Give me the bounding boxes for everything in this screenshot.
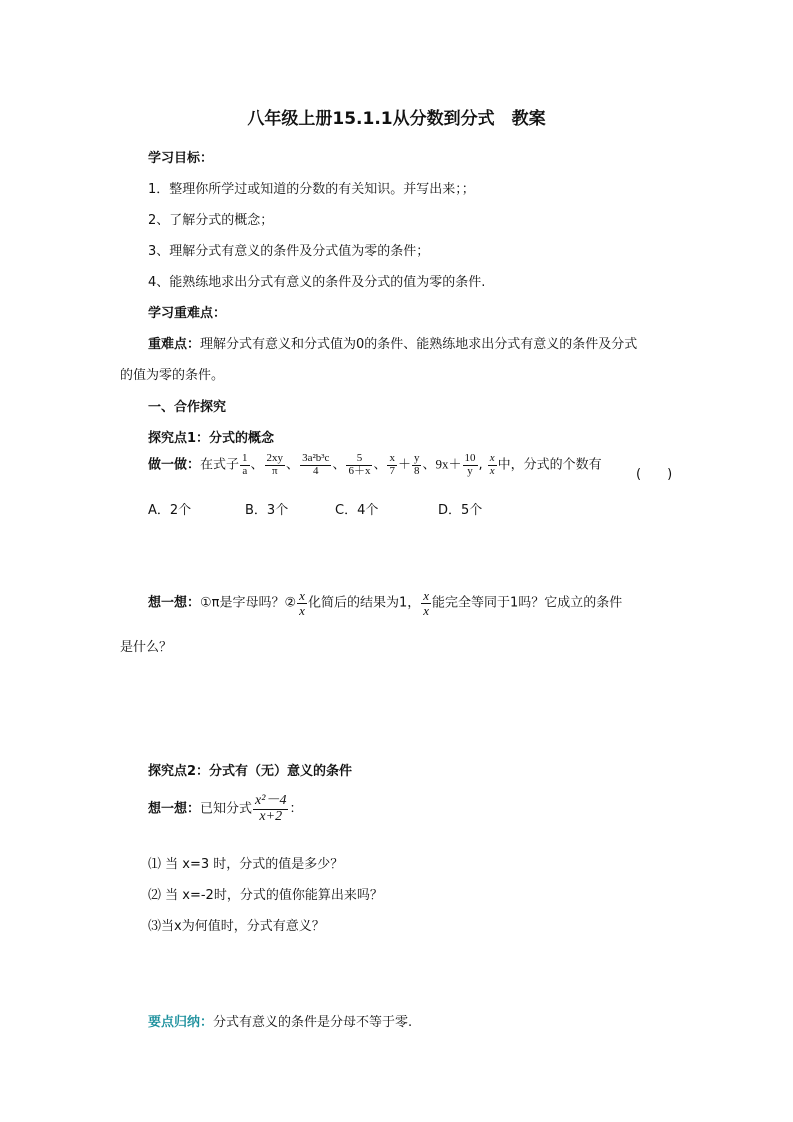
think1-frac-b-den: x bbox=[423, 602, 429, 618]
expr-frac-8-den: x bbox=[489, 464, 495, 477]
exercise-prefix: 在式子 bbox=[200, 457, 240, 473]
point1-heading: 探究点1：分式的概念 bbox=[148, 431, 275, 446]
expr-frac-2-den: π bbox=[272, 464, 278, 477]
key-points-line2: 的值为零的条件。 bbox=[120, 368, 225, 383]
expr-frac-2-num: 2xy bbox=[266, 452, 284, 464]
page-title: 八年级上册15.1.1从分数到分式 教案 bbox=[247, 109, 546, 129]
expr-frac-7-den: y bbox=[467, 464, 473, 477]
key-points-text: 理解分式有意义和分式值为0的条件、能熟练地求出分式有意义的条件及分式 bbox=[200, 337, 638, 352]
key-points-label: 重难点： bbox=[148, 337, 201, 352]
key-points-line1 bbox=[148, 333, 637, 352]
think2-frac-den: x+2 bbox=[259, 808, 283, 824]
option-b: B．3个 bbox=[245, 503, 289, 518]
expr-frac-5-num: x bbox=[389, 452, 395, 464]
expr-frac-1-num: 1 bbox=[242, 452, 248, 464]
expr-frac-3-den: 4 bbox=[313, 464, 319, 477]
expr-term-9x: 9x＋ bbox=[435, 456, 462, 472]
expr-frac-5-den: 7 bbox=[389, 464, 395, 477]
think1-part3: 能完全等同于1吗？它成立的条件 bbox=[432, 595, 623, 611]
goal-item-2: 2、了解分式的概念； bbox=[148, 213, 274, 228]
expr-frac-2 bbox=[265, 453, 286, 477]
expr-frac-6-den: 8 bbox=[413, 464, 420, 477]
think2-colon: ： bbox=[289, 801, 303, 817]
think1-frac-a-num: x bbox=[299, 588, 305, 603]
expr-frac-8 bbox=[488, 453, 497, 477]
summary-line bbox=[148, 1011, 412, 1030]
think2-label: 想一想： bbox=[148, 801, 201, 817]
section1-heading: 一、合作探究 bbox=[148, 400, 227, 415]
answer-paren: ( ) bbox=[636, 467, 673, 482]
think1-line2: 是什么？ bbox=[120, 640, 173, 655]
expr-frac-3 bbox=[300, 453, 331, 477]
think1-frac-b-num: x bbox=[423, 588, 429, 603]
goal-item-1: 1．整理你所学过或知道的分数的有关知识。并写出来；； bbox=[148, 182, 475, 197]
summary-text: 分式有意义的条件是分母不等于零. bbox=[213, 1015, 413, 1030]
expr-frac-6 bbox=[412, 453, 422, 477]
think1-line bbox=[148, 589, 622, 617]
expr-frac-7-num: 10 bbox=[464, 452, 476, 464]
think1-part2: 化简后的结果为1， bbox=[307, 595, 421, 611]
think2-text: 已知分式 bbox=[200, 801, 253, 817]
think1-part1: ①π是字母吗？② bbox=[200, 595, 297, 611]
summary-label: 要点归纳： bbox=[148, 1015, 214, 1030]
question-3: ⑶当x为何值时，分式有意义？ bbox=[148, 919, 325, 934]
think1-frac-b bbox=[421, 589, 431, 617]
point2-heading: 探究点2：分式有（无）意义的条件 bbox=[148, 764, 353, 779]
think2-frac bbox=[253, 794, 288, 824]
think2-line bbox=[148, 794, 302, 824]
goal-item-4: 4、能熟练地求出分式有意义的条件及分式的值为零的条件. bbox=[148, 275, 486, 290]
think1-label: 想一想： bbox=[148, 595, 201, 611]
key-points-heading: 学习重难点： bbox=[148, 306, 227, 321]
think2-frac-num: x²－4 bbox=[255, 793, 287, 808]
exercise-line: 做一做：在式子 $\frac{1}{a}$ 、 $\frac{2xy}{\pi}$ 、 $\frac{\text{3a²b³c}}{4}$ 、 $\frac{5}{6+x}$ 、 $\frac{x}{7}$ ＋ $\frac{y}{8}$ 、9x＋ $\frac{10}{y}$ , $\frac{x}{x}$ 中，分式的个数有 bbox=[148, 452, 602, 477]
expr-frac-3-num: 3a²b³c bbox=[302, 452, 330, 464]
expr-frac-1-den: a bbox=[242, 464, 248, 477]
expr-frac-4-num: 5 bbox=[346, 453, 372, 466]
expr-frac-4-den: 6＋x bbox=[348, 464, 371, 477]
expr-frac-8-num: x bbox=[489, 452, 495, 464]
option-d: D．5个 bbox=[438, 503, 483, 518]
option-a: A．2个 bbox=[148, 503, 192, 518]
exercise-suffix: 中，分式的个数有 bbox=[497, 457, 602, 473]
exercise-label: 做一做： bbox=[148, 457, 201, 473]
expr-frac-6-num: y bbox=[413, 452, 420, 464]
option-c: C．4个 bbox=[335, 503, 379, 518]
question-1: ⑴ 当 x=3 时，分式的值是多少？ bbox=[148, 857, 344, 872]
think1-frac-a bbox=[297, 589, 307, 617]
expr-frac-1 bbox=[240, 453, 250, 477]
expr-frac-7 bbox=[463, 453, 478, 477]
expr-frac-4 bbox=[346, 453, 372, 477]
think1-frac-a-den: x bbox=[299, 602, 305, 618]
goals-heading: 学习目标： bbox=[148, 151, 214, 166]
expr-frac-5 bbox=[387, 453, 397, 477]
question-2: ⑵ 当 x=-2时，分式的值你能算出来吗？ bbox=[148, 888, 383, 903]
goal-item-3: 3、理解分式有意义的条件及分式值为零的条件； bbox=[148, 244, 430, 259]
